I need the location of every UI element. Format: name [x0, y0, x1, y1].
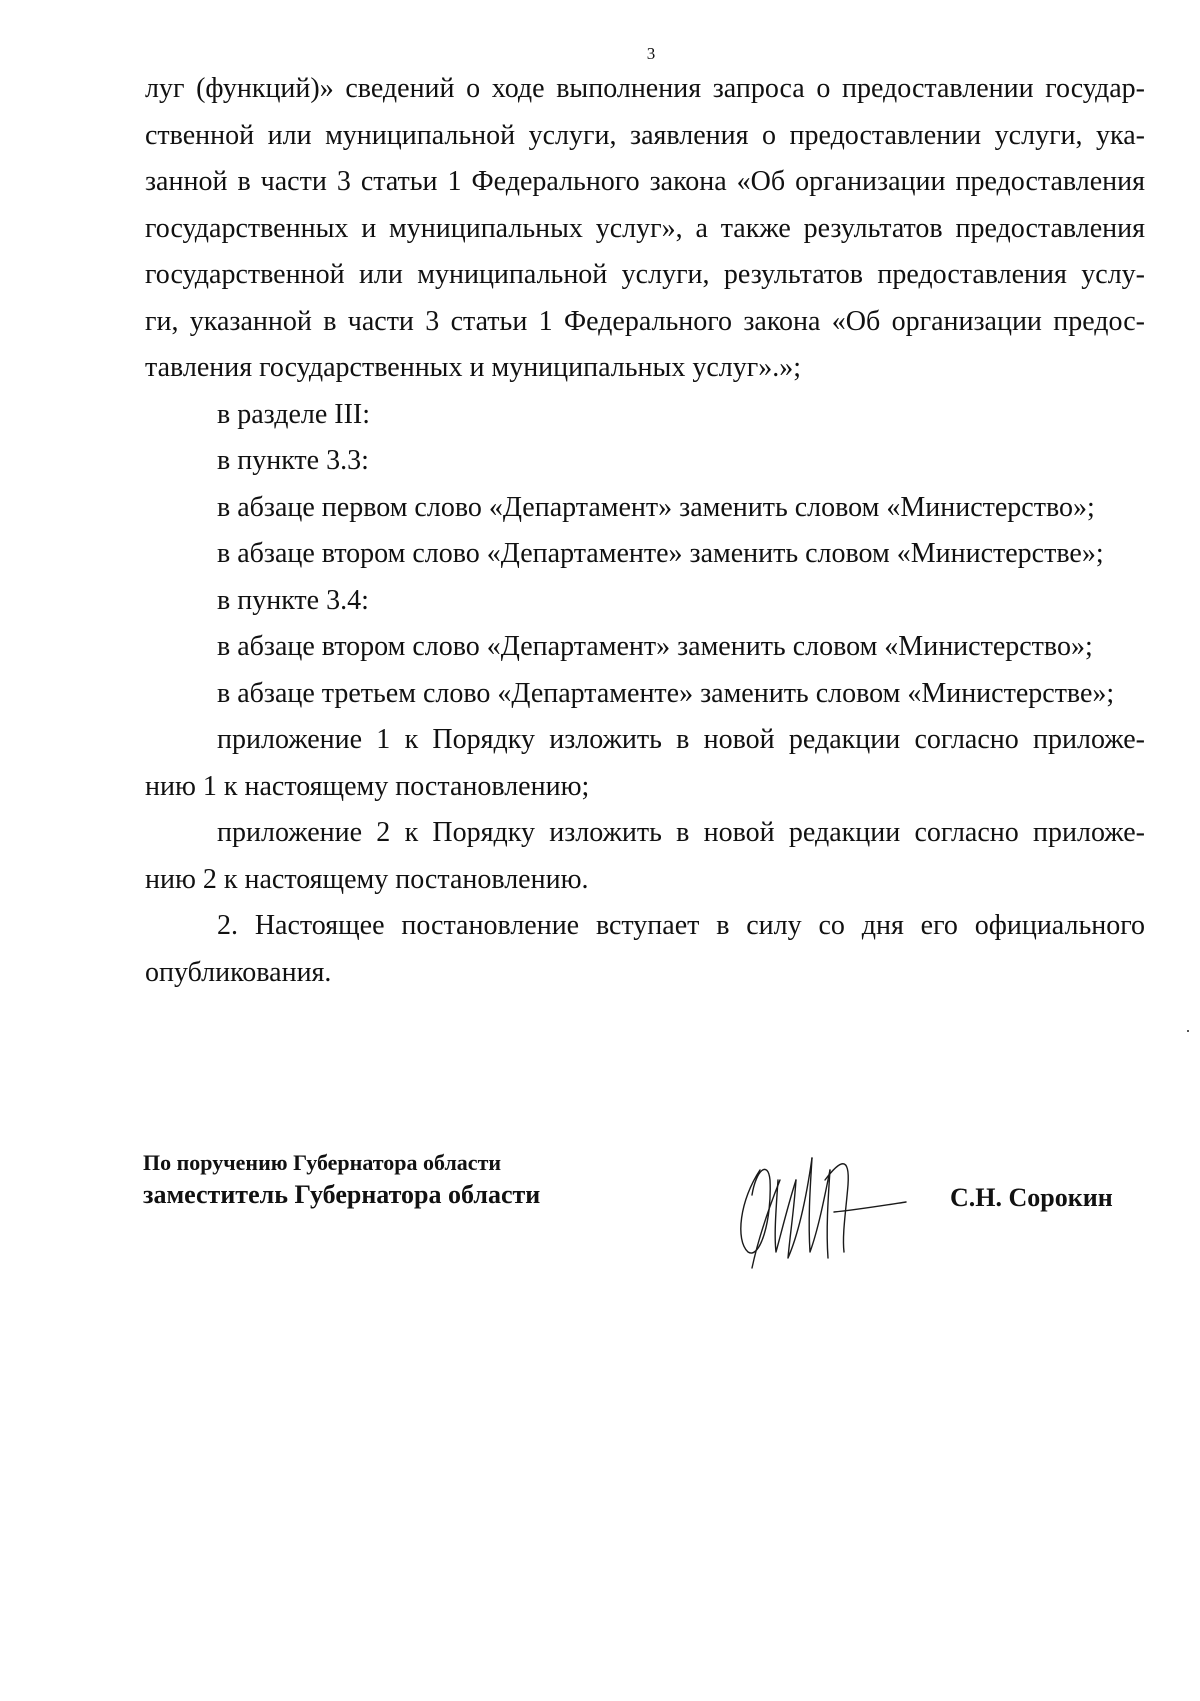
body-line: приложение 2 к Порядку изложить в новой редакции согласно приложе- — [217, 817, 1145, 848]
body-line: в разделе III: — [217, 398, 371, 430]
body-line: в пункте 3.4: — [217, 584, 369, 616]
body-line: опубликования. — [145, 956, 332, 988]
body-line: государственных и муниципальных услуг», а также результатов предоставления — [145, 212, 1145, 244]
body-line: луг (функций)» сведений о ходе выполнения запроса о предоставлении государ- — [145, 73, 1145, 104]
signature-title-line-2: заместитель Губернатора области — [143, 1180, 541, 1209]
body-line: нию 1 к настоящему постановлению; — [145, 770, 590, 802]
body-line: государственной или муниципальной услуги, результатов предоставления услу- — [145, 259, 1145, 290]
body-line: в абзаце первом слово «Департамент» заменить словом «Министерство»; — [217, 491, 1095, 523]
body-line: занной в части 3 статьи 1 Федерального закона «Об организации предоставления — [145, 166, 1145, 197]
signature-title — [143, 1148, 540, 1212]
scan-speck — [1187, 1030, 1189, 1032]
body-line: в пункте 3.3: — [217, 445, 369, 476]
signer-name: С.Н. Сорокин — [950, 1183, 1113, 1212]
body-line: ги, указанной в части 3 статьи 1 Федерального закона «Об организации предос- — [145, 305, 1145, 337]
handwritten-signature-icon — [730, 1140, 910, 1270]
body-line: тавления государственных и муниципальных услуг».»; — [145, 352, 801, 383]
body-line: в абзаце третьем слово «Департаменте» заменить словом «Министерстве»; — [217, 677, 1115, 709]
body-line: приложение 1 к Порядку изложить в новой редакции согласно приложе- — [217, 724, 1145, 755]
signature-title-line-1: По поручению Губернатора области — [143, 1150, 502, 1175]
body-line: ственной или муниципальной услуги, заявления о предоставлении услуги, ука- — [145, 119, 1145, 151]
body-line: нию 2 к настоящему постановлению. — [145, 863, 589, 895]
document-body — [145, 66, 1145, 996]
page-number: 3 — [646, 44, 656, 63]
body-line: в абзаце втором слово «Департамент» заменить словом «Министерство»; — [217, 631, 1093, 662]
body-line: в абзаце втором слово «Департаменте» заменить словом «Министерстве»; — [217, 538, 1104, 569]
body-line: 2. Настоящее постановление вступает в силу со дня его официального — [217, 910, 1145, 941]
